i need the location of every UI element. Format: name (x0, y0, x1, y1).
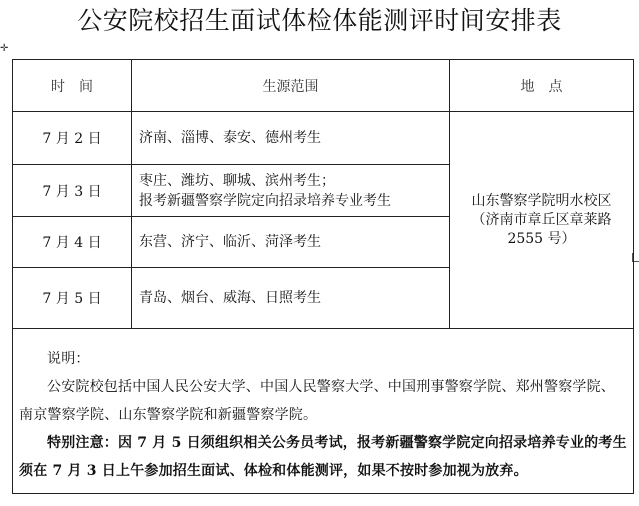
header-place: 地 点 (450, 60, 634, 112)
row-date: 7 月 3 日 (13, 165, 132, 217)
row-source (132, 165, 450, 217)
note-label: 说明： (47, 351, 90, 367)
table-header-row (13, 60, 634, 112)
source-line: 东营、济宁、临沂、菏泽考生 (139, 234, 321, 250)
place-line: 2555 号） (507, 230, 576, 247)
schedule-table (12, 59, 634, 494)
source-line: 报考新疆警察学院定向招录培养专业考生 (139, 192, 391, 209)
row-source (132, 112, 450, 165)
page-title: 公安院校招生面试体检体能测评时间安排表 (77, 6, 562, 35)
note-row (13, 329, 634, 494)
row-date: 7 月 2 日 (13, 112, 132, 165)
place-line: （济南市章丘区章莱路 (471, 211, 612, 228)
table-row (13, 112, 634, 165)
note-text: 公安院校包括中国人民公安大学、中国人民警察大学、中国刑事警察学院、郑州警察学院、南京警察学院、山东警察学院和新疆警察学院。 (19, 379, 615, 423)
source-line: 枣庄、潍坊、聊城、滨州考生； (139, 172, 335, 189)
note-cell (13, 329, 634, 494)
row-source (132, 268, 450, 329)
row-date: 7 月 5 日 (13, 268, 132, 329)
header-time: 时 间 (13, 60, 132, 112)
place-line: 山东警察学院明水校区 (471, 192, 612, 209)
header-source: 生源范围 (132, 60, 450, 112)
note-special: 特别注意：因 7 月 5 日须组织相关公务员考试，报考新疆警察学院定向招录培养专业的考生须在 7 月 3 日上午参加招生面试、体检和体能测评，如果不按时参加视为放弃。 (19, 435, 627, 479)
source-line: 济南、淄博、泰安、德州考生 (139, 130, 321, 146)
table-move-handle-icon[interactable] (0, 43, 11, 54)
source-line: 青岛、烟台、威海、日照考生 (139, 290, 321, 306)
row-date: 7 月 4 日 (13, 217, 132, 268)
place-cell (450, 112, 634, 329)
row-source (132, 217, 450, 268)
